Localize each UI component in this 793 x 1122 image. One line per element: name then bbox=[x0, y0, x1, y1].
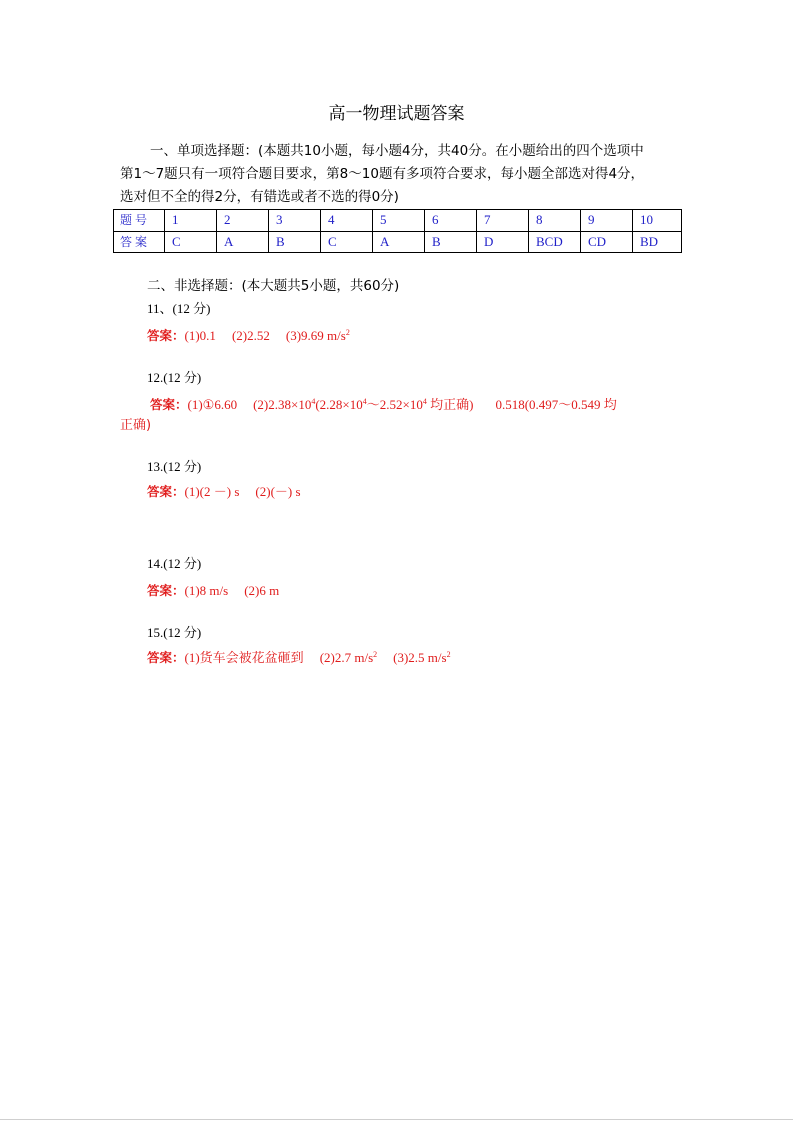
question-15-answer bbox=[147, 647, 451, 669]
section1-line3: 选对但不全的得2分，有错选或者不选的得0分) bbox=[120, 189, 399, 205]
answer-part: (2)2.7 m/s bbox=[319, 650, 374, 665]
question-11-label: 11、(12 分) bbox=[147, 301, 211, 316]
answer-part: (2)2.38×10 bbox=[253, 397, 312, 412]
page-bottom-divider bbox=[0, 1119, 793, 1120]
answer-part: (2)(－) s bbox=[255, 484, 301, 499]
answer-label: 答案： bbox=[147, 328, 185, 343]
question-13-answer bbox=[147, 481, 301, 503]
answer-part: (1)(2 －) s bbox=[184, 484, 240, 499]
question-12-label: 12.(12 分) bbox=[147, 370, 202, 385]
question-number-cell: 6 bbox=[425, 210, 477, 232]
section2-heading: 二、非选择题：(本大题共5小题，共60分) bbox=[147, 278, 400, 294]
answer-label: 答案： bbox=[150, 397, 188, 412]
answer-label: 答案： bbox=[147, 650, 185, 665]
section1-line1: 一、单项选择题：(本题共10小题，每小题4分，共40分。在小题给出的四个选项中 bbox=[150, 143, 644, 159]
question-number-cell: 10 bbox=[633, 210, 682, 232]
answer-cell: B bbox=[269, 231, 321, 253]
section1-line2: 第1～7题只有一项符合题目要求，第8～10题有多项符合要求，每小题全部选对得4分， bbox=[120, 166, 645, 182]
question-number-cell: 3 bbox=[269, 210, 321, 232]
superscript: 4 bbox=[422, 397, 427, 406]
question-11-answer bbox=[147, 325, 350, 347]
answer-part: 均正确) bbox=[426, 397, 474, 412]
question-12-answer-wrap: 正确) bbox=[120, 418, 152, 433]
answer-cell: A bbox=[373, 231, 425, 253]
superscript: 4 bbox=[362, 397, 367, 406]
answer-cell: C bbox=[321, 231, 373, 253]
question-number-cell: 4 bbox=[321, 210, 373, 232]
question-number-cell: 2 bbox=[217, 210, 269, 232]
question-14-label: 14.(12 分) bbox=[147, 556, 202, 571]
row-header-answer: 答案 bbox=[114, 231, 165, 253]
answer-part: (2)2.52 bbox=[231, 328, 270, 343]
answer-part: (3)2.5 m/s bbox=[393, 650, 447, 665]
question-12-answer bbox=[150, 394, 617, 416]
superscript: 2 bbox=[345, 328, 350, 337]
answer-part: ～2.52×10 bbox=[366, 397, 423, 412]
answer-part: (1)货车会被花盆砸到 bbox=[184, 650, 304, 665]
table-row-numbers bbox=[114, 210, 682, 232]
answer-cell: CD bbox=[581, 231, 633, 253]
table-row-answers bbox=[114, 231, 682, 253]
question-13-label: 13.(12 分) bbox=[147, 459, 202, 474]
answer-part: (1)①6.60 bbox=[187, 397, 238, 412]
superscript: 2 bbox=[373, 650, 378, 659]
question-number-cell: 9 bbox=[581, 210, 633, 232]
section1-intro bbox=[120, 140, 690, 209]
page-title: 高一物理试题答案 bbox=[328, 104, 465, 124]
answer-part: 0.518(0.497～0.549 均 bbox=[495, 397, 617, 412]
question-number-cell: 5 bbox=[373, 210, 425, 232]
answer-part: (2)6 m bbox=[244, 583, 280, 598]
question-number-cell: 1 bbox=[165, 210, 217, 232]
row-header-number: 题号 bbox=[114, 210, 165, 232]
question-14-answer bbox=[147, 580, 279, 602]
answer-cell: B bbox=[425, 231, 477, 253]
superscript: 2 bbox=[446, 650, 451, 659]
answer-part: (3)9.69 m/s bbox=[285, 328, 346, 343]
answer-cell: A bbox=[217, 231, 269, 253]
answer-cell: BCD bbox=[529, 231, 581, 253]
question-15-label: 15.(12 分) bbox=[147, 625, 202, 640]
answer-label: 答案： bbox=[147, 583, 185, 598]
answer-cell: D bbox=[477, 231, 529, 253]
answer-part: (2.28×10 bbox=[315, 397, 363, 412]
question-number-cell: 8 bbox=[529, 210, 581, 232]
answer-label: 答案： bbox=[147, 484, 185, 499]
answer-cell: BD bbox=[633, 231, 682, 253]
answer-cell: C bbox=[165, 231, 217, 253]
answer-table bbox=[113, 209, 682, 253]
answer-part: (1)8 m/s bbox=[184, 583, 229, 598]
answer-part: (1)0.1 bbox=[184, 328, 216, 343]
question-number-cell: 7 bbox=[477, 210, 529, 232]
superscript: 4 bbox=[311, 397, 316, 406]
